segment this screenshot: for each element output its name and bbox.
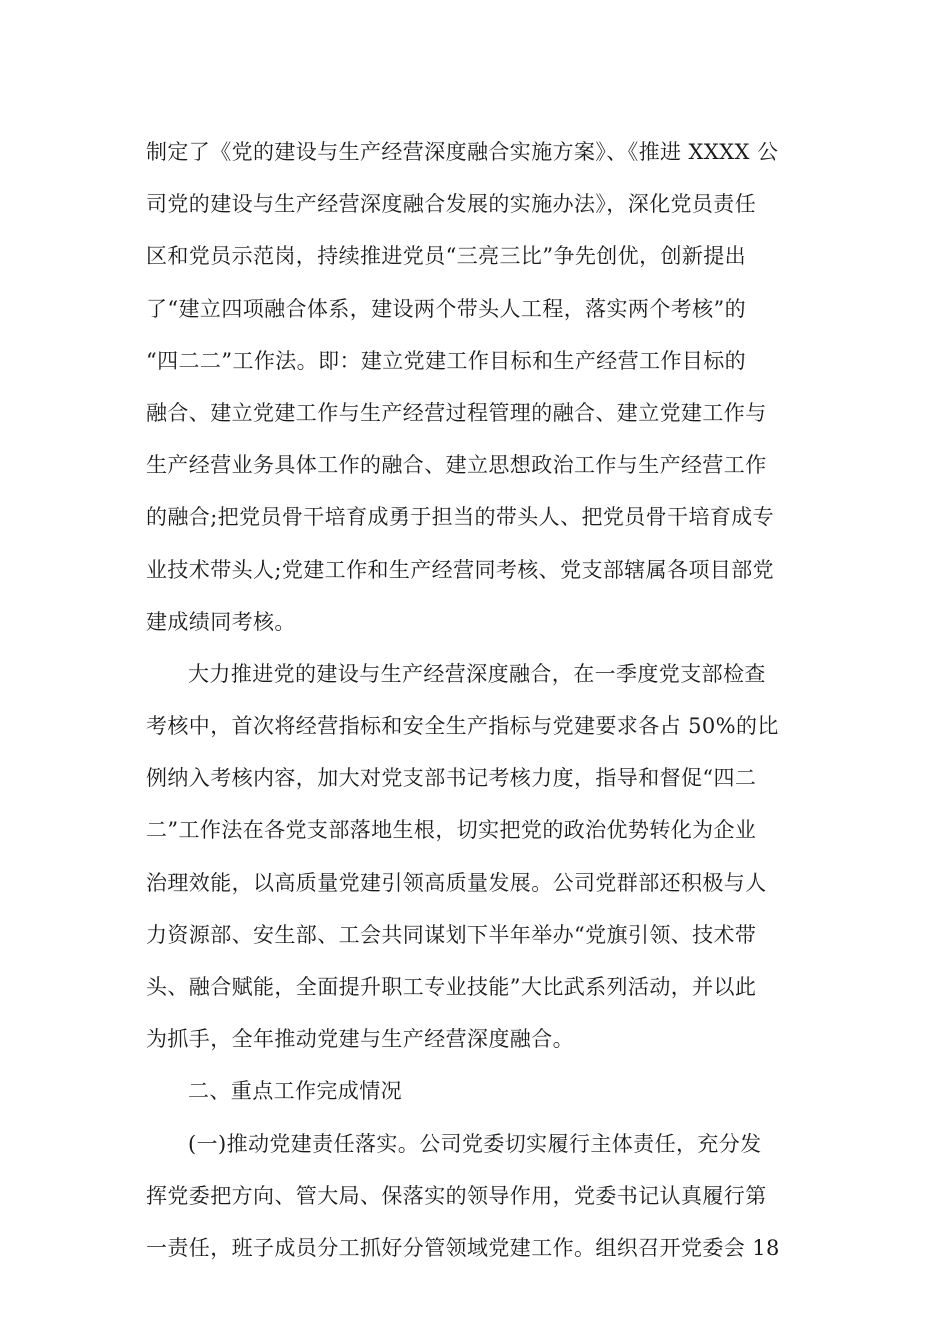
- text-line: “四二二”工作法。即：建立党建工作目标和生产经营工作目标的: [146, 348, 747, 373]
- text-line: 挥党委把方向、管大局、保落实的领导作用，党委书记认真履行第: [146, 1183, 767, 1208]
- text-line: 司党的建设与生产经营深度融合发展的实施办法》，深化党员责任: [146, 192, 757, 217]
- text-line: 的融合;把党员骨干培育成勇于担当的带头人、把党员骨干培育成专: [146, 505, 775, 530]
- text-line: 建成绩同考核。: [146, 609, 296, 634]
- text-line: 制定了《党的建设与生产经营深度融合实施方案》、《推进 XXXX 公: [146, 140, 779, 164]
- section-heading: 二、重点工作完成情况: [188, 1079, 402, 1104]
- text-line: 区和党员示范岗，持续推进党员“三亮三比”争先创优，创新提出: [146, 244, 747, 269]
- text-line: 例纳入考核内容，加大对党支部书记考核力度，指导和督促“四二: [146, 766, 757, 791]
- text-line: 为抓手，全年推动党建与生产经营深度融合。: [146, 1027, 574, 1052]
- paragraph-start-line: (一)推动党建责任落实。公司党委切实履行主体责任，充分发: [188, 1131, 762, 1156]
- document-body: [146, 126, 806, 1274]
- text-line: 二”工作法在各党支部落地生根，切实把党的政治优势转化为企业: [146, 818, 757, 843]
- text-line: 业技术带头人;党建工作和生产经营同考核、党支部辖属各项目部党: [146, 557, 775, 582]
- text-line: 一责任，班子成员分工抓好分管领域党建工作。组织召开党委会 18: [146, 1235, 780, 1260]
- text-line: 头、融合赋能，全面提升职工专业技能”大比武系列活动，并以此: [146, 975, 757, 999]
- text-line: 治理效能，以高质量党建引领高质量发展。公司党群部还积极与人: [146, 870, 767, 895]
- text-line: 考核中，首次将经营指标和安全生产指标与党建要求各占 50%的比: [146, 714, 779, 739]
- text-line: 力资源部、安生部、工会共同谋划下半年举办“党旗引领、技术带: [146, 922, 757, 947]
- paragraph-start-line: 大力推进党的建设与生产经营深度融合，在一季度党支部检查: [188, 661, 766, 686]
- text-line: 融合、建立党建工作与生产经营过程管理的融合、建立党建工作与: [146, 400, 767, 425]
- text-line: 了“建立四项融合体系，建设两个带头人工程，落实两个考核”的: [146, 296, 747, 321]
- text-line: 生产经营业务具体工作的融合、建立思想政治工作与生产经营工作: [146, 453, 767, 478]
